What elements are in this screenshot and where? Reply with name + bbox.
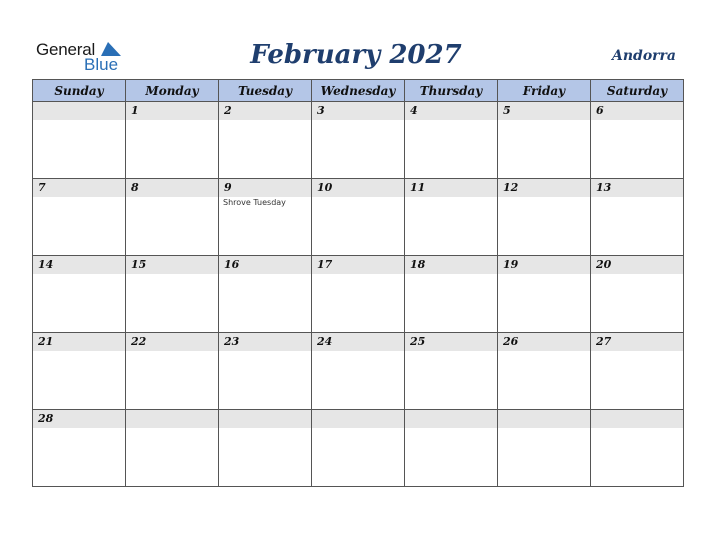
day-cell (498, 179, 591, 256)
calendar-title: February 2027 (250, 40, 462, 70)
day-number: 22 (131, 335, 147, 348)
country-label: Andorra (612, 48, 676, 64)
day-number: 16 (224, 258, 240, 271)
day-number-bar (498, 410, 590, 428)
weekday-header: Friday (498, 80, 591, 102)
day-cell (405, 410, 498, 487)
day-cell (312, 333, 405, 410)
day-number-bar (312, 410, 404, 428)
day-number: 4 (410, 104, 418, 117)
day-cell (219, 256, 312, 333)
day-number: 9 (224, 181, 232, 194)
day-cell (591, 179, 684, 256)
day-number: 5 (503, 104, 511, 117)
logo-text-general: General (36, 40, 96, 59)
day-number-bar (405, 256, 497, 274)
day-number-bar (498, 102, 590, 120)
day-cell (405, 102, 498, 179)
day-number-bar (33, 102, 125, 120)
week-row (33, 102, 684, 179)
day-number-bar (219, 333, 311, 351)
day-number: 21 (38, 335, 54, 348)
week-row (33, 410, 684, 487)
day-number: 27 (596, 335, 612, 348)
day-number-bar (33, 179, 125, 197)
day-number: 20 (596, 258, 612, 271)
day-number-bar (126, 179, 218, 197)
day-cell (33, 102, 126, 179)
weekday-header: Tuesday (219, 80, 312, 102)
day-number: 6 (596, 104, 604, 117)
day-cell (126, 333, 219, 410)
day-number-bar (405, 102, 497, 120)
day-cell (126, 102, 219, 179)
day-cell (126, 256, 219, 333)
weekday-header: Wednesday (312, 80, 405, 102)
day-number-bar (405, 333, 497, 351)
day-cell (591, 102, 684, 179)
day-number-bar (591, 102, 683, 120)
day-cell (498, 102, 591, 179)
day-number-bar (498, 256, 590, 274)
day-cell (498, 410, 591, 487)
day-number-bar (33, 256, 125, 274)
weekday-header: Thursday (405, 80, 498, 102)
day-number: 2 (224, 104, 232, 117)
day-number-bar (219, 179, 311, 197)
day-number-bar (126, 256, 218, 274)
day-cell (126, 410, 219, 487)
day-cell (33, 410, 126, 487)
day-number-bar (312, 333, 404, 351)
day-number-bar (591, 179, 683, 197)
day-number-bar (126, 102, 218, 120)
week-row (33, 179, 684, 256)
day-number-bar (312, 256, 404, 274)
day-number-bar (312, 179, 404, 197)
day-number-bar (498, 179, 590, 197)
day-cell (33, 256, 126, 333)
day-number-bar (219, 256, 311, 274)
day-number-bar (591, 256, 683, 274)
day-number: 1 (131, 104, 139, 117)
day-number: 8 (131, 181, 139, 194)
week-row (33, 256, 684, 333)
day-number-bar (33, 333, 125, 351)
week-row (33, 333, 684, 410)
calendar-grid (32, 79, 684, 487)
day-cell (405, 333, 498, 410)
day-cell (405, 179, 498, 256)
day-number-bar (591, 333, 683, 351)
day-number-bar (219, 102, 311, 120)
day-number-bar (591, 410, 683, 428)
day-number-bar (126, 410, 218, 428)
weekday-header: Sunday (33, 80, 126, 102)
day-cell (219, 410, 312, 487)
day-cell (498, 256, 591, 333)
holiday-label: Shrove Tuesday (223, 198, 286, 207)
day-cell (591, 410, 684, 487)
day-number: 7 (38, 181, 46, 194)
day-cell (219, 179, 312, 256)
day-number: 25 (410, 335, 426, 348)
day-cell (219, 333, 312, 410)
day-number-bar (312, 102, 404, 120)
day-number-bar (33, 410, 125, 428)
day-cell (126, 179, 219, 256)
day-number-bar (126, 333, 218, 351)
logo-text-blue: Blue (84, 55, 119, 74)
day-number: 13 (596, 181, 612, 194)
day-number-bar (405, 179, 497, 197)
day-number: 26 (503, 335, 519, 348)
day-number: 12 (503, 181, 519, 194)
day-cell (591, 256, 684, 333)
weekday-header: Saturday (591, 80, 684, 102)
day-number: 24 (317, 335, 333, 348)
day-cell (312, 256, 405, 333)
day-cell (219, 102, 312, 179)
day-cell (312, 410, 405, 487)
day-number: 11 (410, 181, 426, 194)
day-cell (405, 256, 498, 333)
day-number: 14 (38, 258, 54, 271)
day-number-bar (498, 333, 590, 351)
day-cell (312, 102, 405, 179)
day-number: 19 (503, 258, 519, 271)
day-cell (591, 333, 684, 410)
day-number: 15 (131, 258, 147, 271)
day-number-bar (219, 410, 311, 428)
day-number: 17 (317, 258, 333, 271)
day-cell (33, 333, 126, 410)
day-cell (312, 179, 405, 256)
weekday-header: Monday (126, 80, 219, 102)
day-cell (33, 179, 126, 256)
day-number: 28 (38, 412, 54, 425)
day-number: 3 (317, 104, 325, 117)
weekday-header-row (33, 80, 684, 102)
day-number-bar (405, 410, 497, 428)
day-number: 10 (317, 181, 333, 194)
day-number: 23 (224, 335, 240, 348)
day-number: 18 (410, 258, 426, 271)
day-cell (498, 333, 591, 410)
